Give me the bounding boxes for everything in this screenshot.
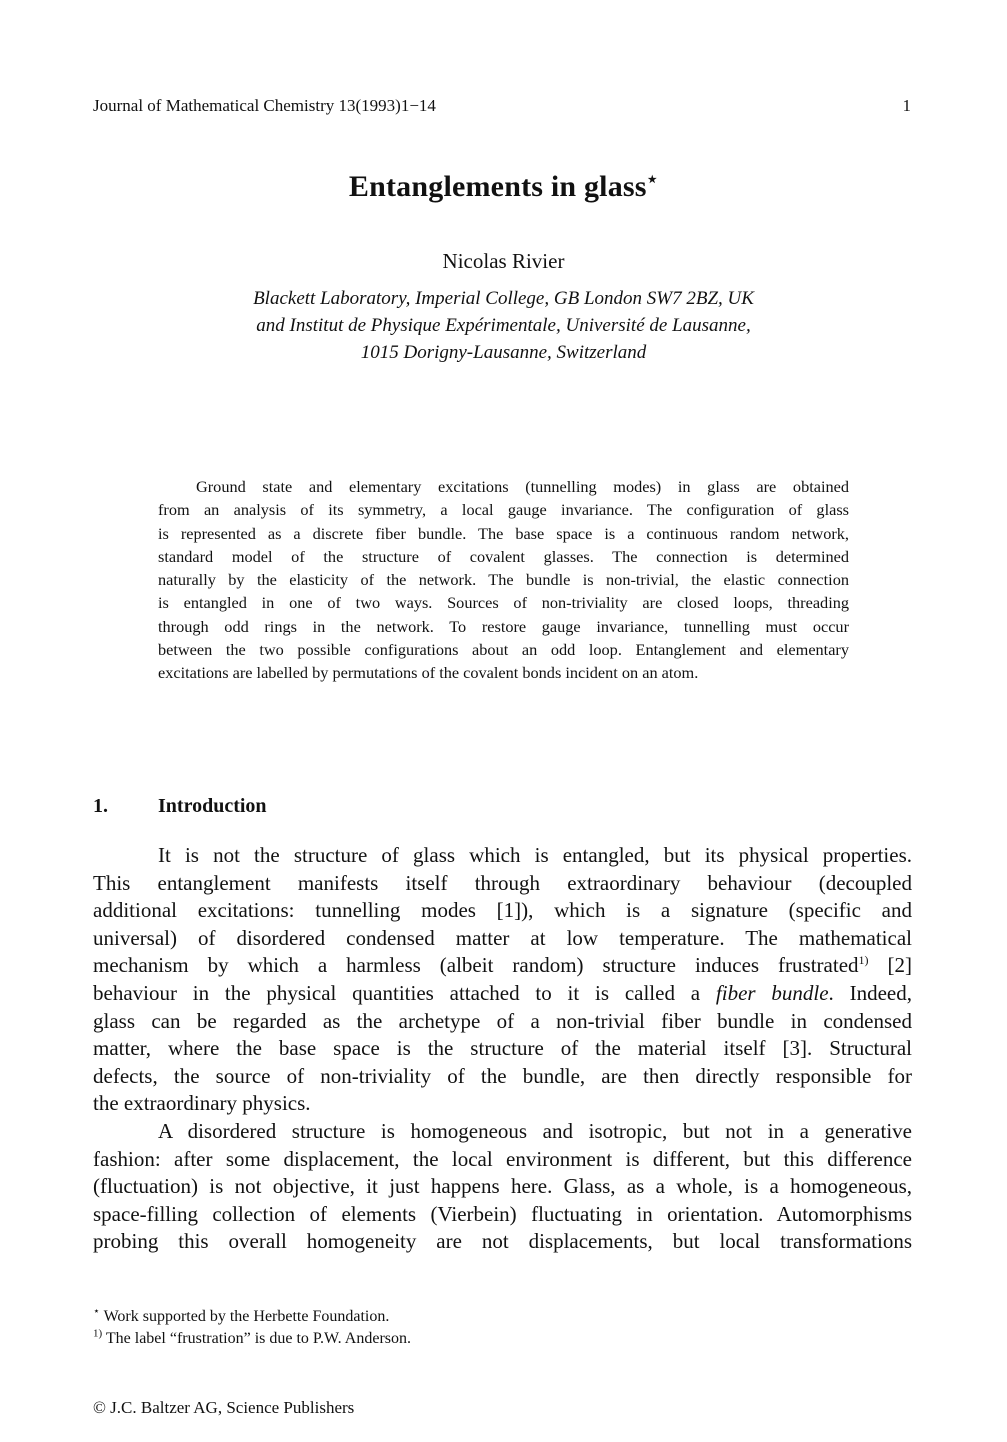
- emphasis-term: fiber bundle: [715, 980, 829, 1005]
- body-line: [93, 980, 912, 1008]
- page-number: 1: [902, 96, 911, 115]
- abstract-line: Ground state and elementary excitations (tunnelling modes) in glass are obtained: [196, 477, 849, 496]
- abstract-line: naturally by the elasticity of the network. The bundle is non-trivial, the elastic connection: [158, 570, 849, 590]
- body-line: It is not the structure of glass which is entangled, but its physical properties.: [158, 843, 912, 867]
- body-line: the extraordinary physics.: [93, 1091, 311, 1116]
- body-text: [93, 842, 912, 1256]
- body-line: fashion: after some displacement, the local environment is different, but this difference: [93, 1146, 912, 1171]
- section-number: 1.: [93, 795, 108, 817]
- abstract-line: is entangled in one of two ways. Sources of non-triviality are closed loops, threading: [158, 593, 849, 613]
- paper-title-text: Entanglements in glass: [348, 170, 647, 203]
- body-line: A disordered structure is homogeneous and isotropic, but not in a generative: [158, 1118, 912, 1143]
- body-segment: . Indeed,: [828, 980, 912, 1005]
- abstract: [158, 475, 849, 685]
- abstract-line: excitations are labelled by permutations of the covalent bonds incident on an atom.: [158, 663, 699, 683]
- running-head: [93, 96, 911, 116]
- footnote-text: The label “frustration” is due to P.W. Anderson.: [102, 1330, 412, 1347]
- abstract-line: through odd rings in the network. To restore gauge invariance, tunnelling must occur: [158, 616, 849, 636]
- footnote: [93, 1306, 411, 1328]
- body-line: space-filling collection of elements (Vierbein) fluctuating in orientation. Automorphisms: [93, 1201, 912, 1226]
- body-line: additional excitations: tunnelling modes [1]), which is a signature (specific and: [93, 898, 912, 923]
- paper-title: [0, 170, 1007, 204]
- section-title: Introduction: [158, 795, 267, 817]
- body-line: universal) of disordered condensed matter at low temperature. The mathematical: [93, 925, 912, 950]
- footnotes: [93, 1306, 411, 1350]
- journal-citation: Journal of Mathematical Chemistry 13(1993)1−14: [93, 96, 436, 115]
- affiliation-line: 1015 Dorigny-Lausanne, Switzerland: [360, 342, 647, 363]
- footnote-text: Work supported by the Herbette Foundation.: [99, 1308, 390, 1325]
- body-segment: [2]: [868, 953, 912, 978]
- body-line: glass can be regarded as the archetype of a non-trivial fiber bundle in condensed: [93, 1008, 912, 1033]
- affiliation-line: and Institut de Physique Expérimentale, Université de Lausanne,: [256, 315, 751, 336]
- abstract-line: from an analysis of its symmetry, a local gauge invariance. The configuration of glass: [158, 500, 849, 520]
- footnote-ref: 1): [858, 953, 869, 968]
- body-line: This entanglement manifests itself through extraordinary behaviour (decoupled: [93, 870, 912, 895]
- footnote-mark: ⋆: [93, 1305, 100, 1318]
- copyright-notice: © J.C. Baltzer AG, Science Publishers: [93, 1398, 355, 1417]
- section-heading: [93, 795, 267, 818]
- abstract-line: standard model of the structure of covalent glasses. The connection is determined: [158, 546, 849, 566]
- body-segment: mechanism by which a harmless (albeit random) structure induces frustrated: [93, 953, 859, 978]
- footnote-mark: 1): [93, 1327, 103, 1340]
- body-line: probing this overall homogeneity are not displacements, but local transformations: [93, 1229, 912, 1254]
- affiliation: [0, 285, 1007, 366]
- author-name: Nicolas Rivier: [442, 249, 565, 273]
- title-footnote-mark: ⋆: [646, 169, 659, 189]
- body-segment: behaviour in the physical quantities attached to it is called a: [93, 980, 716, 1005]
- affiliation-line: Blackett Laboratory, Imperial College, GB London SW7 2BZ, UK: [253, 288, 754, 309]
- body-line: (fluctuation) is not objective, it just happens here. Glass, as a whole, is a homogeneous,: [93, 1174, 912, 1199]
- abstract-line: between the two possible configurations about an odd loop. Entanglement and elementary: [158, 640, 849, 660]
- body-line: matter, where the base space is the structure of the material itself [3]. Structural: [93, 1036, 912, 1061]
- abstract-line: is represented as a discrete fiber bundle. The base space is a continuous random network,: [158, 523, 849, 543]
- body-line: defects, the source of non-triviality of the bundle, are then directly responsible for: [93, 1063, 912, 1088]
- footnote: [93, 1328, 411, 1350]
- body-line: [93, 952, 912, 980]
